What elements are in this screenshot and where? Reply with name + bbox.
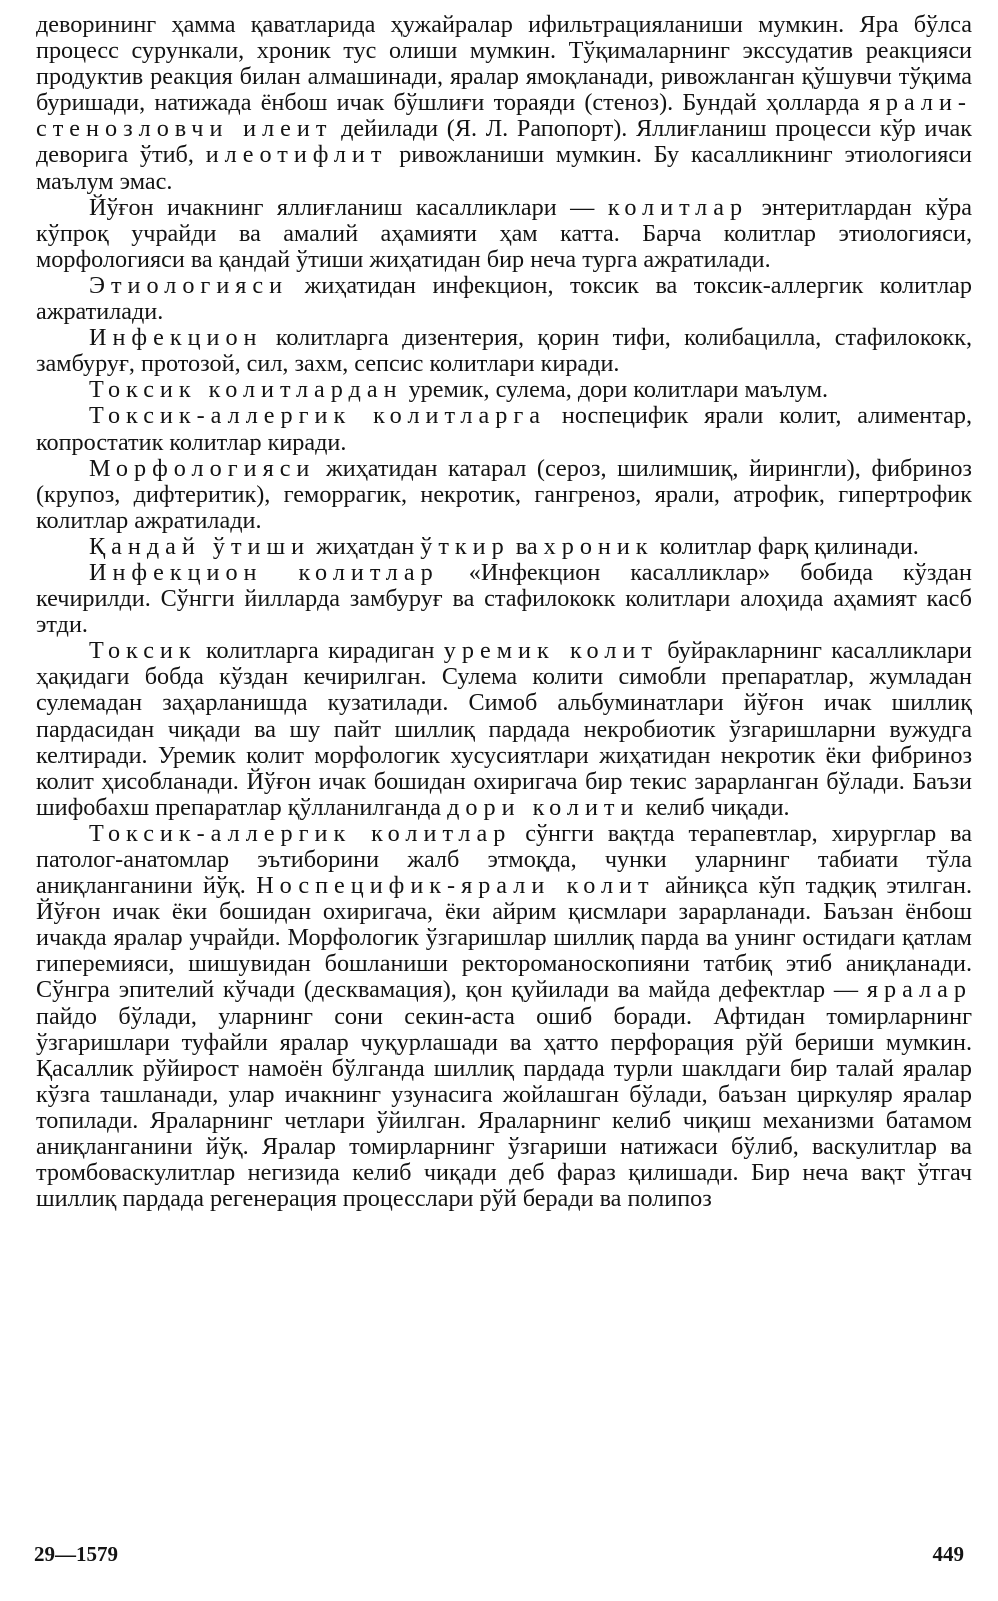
- spaced-term: Инфекцион: [89, 324, 263, 352]
- text-run: колитларга кирадиган: [196, 637, 444, 665]
- paragraph: [36, 821, 972, 1212]
- spaced-term: Токсик колитлардан: [89, 376, 403, 404]
- text-run: деворининг ҳамма қаватларида ҳужайралар ифильтрацияланиши мумкин. Яра бўлса процесс сурункали, хроник тус олиши мумкин. Тўқималарнинг экссудатив реакцияси продуктив реакция билан алмашинади, яралар ямоқланади, ривожланган қўшувчи тўқима буришади, натижада ёнбош ичак бўшлиғи тораяди (стеноз). Бундай ҳолларда: [36, 11, 972, 117]
- text-run: айниқса кўп тадқиқ этилган. Йўғон ичак ёки бошидан охиригача, ёки айрим қисмлари зарарланади. Баъзан ёнбош ичакда яралар учрайди. Морфологик ўзгаришлар шиллиқ парда ва унинг остидаги қатлам гиперемияси, шишувидан бошланиши ректороманоскопияни татбиқ этиб аниқланади. Сўнгра эпителий кўчади (десквамация), қон қуйилади ва майда дефектлар —: [36, 872, 973, 1004]
- spaced-term: Морфологияси: [89, 454, 316, 482]
- spaced-term: Токсик: [89, 637, 197, 665]
- spaced-term: уремик колит: [443, 637, 658, 665]
- spaced-term: Этиологияси: [89, 271, 289, 299]
- printer-signature: 29—1579: [34, 1542, 118, 1566]
- spaced-term: яралар: [866, 976, 972, 1004]
- spaced-term: колитлар: [607, 193, 749, 221]
- text-run: Йўғон ичакнинг яллиғланиш касалликлари —: [89, 193, 608, 221]
- text-run: уремик, сулема, дори колитлари маълум.: [402, 376, 829, 404]
- spaced-term: Қандай ўтиши: [89, 532, 311, 560]
- paragraph: [36, 560, 972, 638]
- spaced-term: дори колити: [447, 793, 640, 821]
- spaced-term: ўткир: [420, 532, 510, 560]
- text-run: жиҳатидан инфекцион, токсик ва токсик-аллергик колитлар ажратилади.: [36, 271, 972, 326]
- paragraph: [36, 456, 972, 534]
- spaced-term: Токсик-аллергик колитларга: [89, 402, 546, 430]
- paragraph: [36, 325, 972, 377]
- paragraph: [36, 12, 972, 195]
- text-run: «Инфекцион касалликлар» бобида кўздан кечирилди. Сўнгги йилларда замбуруғ ва стафилококк колитлари алоҳида аҳамият касб этди.: [36, 558, 972, 639]
- spaced-term: хроник: [543, 532, 654, 560]
- text-run: колитлар фарқ қилинади.: [653, 532, 919, 560]
- spaced-term: илеотифлит: [205, 141, 388, 169]
- text-run: ривожланиши мумкин. Бу касалликнинг этиологияси маълум эмас.: [36, 141, 972, 195]
- paragraph: [36, 377, 972, 403]
- paragraph: [36, 534, 972, 560]
- text-run: ва: [509, 532, 544, 560]
- page-footer: [34, 1542, 964, 1567]
- text-run: колитларга дизентерия, қорин тифи, колибацилла, стафилококк, замбуруғ, протозой, сил, захм, сепсис колитлари киради.: [36, 324, 972, 378]
- body-text: [36, 12, 972, 1212]
- spaced-term: Инфекцион колитлар: [89, 558, 439, 586]
- page-number: 449: [932, 1542, 964, 1566]
- text-run: носпецифик ярали колит, алиментар, копростатик колитлар киради.: [36, 402, 972, 456]
- text-run: буйракларнинг касалликлари ҳақидаги бобда кўздан кечирилган. Сулема колити симобли препаратлар, жумладан сулемадан заҳарланишда кузатилади. Симоб альбуминатлари йўғон ичак шиллиқ пардасидан чиқади ва шу пайт шиллиқ пардада некробиотик ўзгаришларни вужудга келтиради. Уремик колит морфологик хусусиятлари жиҳатидан некротик ёки фибриноз колит ҳисобланади. Йўғон ичак бошидан охиригача бир текис зарарланган бўлади. Баъзи шифобахш препаратлар қўлланилганда: [36, 637, 972, 821]
- paragraph: [36, 638, 972, 821]
- spaced-term: Носпецифик-ярали колит: [256, 872, 655, 900]
- text-run: пайдо бўлади, уларнинг сони секин-аста ошиб боради. Афтидан томирларнинг ўзгаришлари туфайли яралар чуқурлашади ва ҳатто перфорация рўй бериши мумкин. Қасаллик рўйирост намоён бўлганда шиллиқ пардада турли шаклдаги бир талай яралар кўзга ташланади, улар ичакнинг узунасига жойлашган бўлади, баъзан циркуляр яралар топилади. Яраларнинг четлари ўйилган. Яраларнинг келиб чиқиш механизми батамом аниқланганини йўқ. Яралар томирларнинг ўзгариши натижаси бўлиб, васкулитлар ва тромбоваскулитлар негизида келиб чиқади деб фараз қилишади. Бир неча вақт ўтгач шиллиқ пардада регенерация процесслари рўй беради ва полипоз: [36, 1002, 972, 1213]
- paragraph: [36, 403, 972, 455]
- paragraph: [36, 195, 972, 273]
- text-run: жиҳатдан: [310, 532, 421, 560]
- text-run: дейилади (Я. Л. Рапопорт). Яллиғланиш процесси кўр ичак деворига ўтиб,: [36, 115, 972, 169]
- spaced-term: Токсик-аллергик колитлар: [89, 819, 512, 847]
- text-run: келиб чиқади.: [639, 793, 790, 821]
- spaced-term: ярали-стенозловчи илеит: [36, 89, 972, 143]
- text-run: жиҳатидан катарал (сероз, шилимшиқ, йирингли), фибриноз (крупоз, дифтеритик), геморрагик, некротик, гангреноз, ярали, атрофик, гипертрофик колитлар ажратилади.: [36, 454, 972, 534]
- paragraph: [36, 273, 972, 325]
- text-run: энтеритлардан кўра кўпроқ учрайди ва амалий аҳамияти ҳам катта. Барча колитлар этиологияси, морфологияси ва қандай ўтиши жиҳатидан бир неча турга ажратилади.: [36, 193, 972, 273]
- text-run: сўнгги вақтда терапевтлар, хирурглар ва патолог-анатомлар эътиборини жалб этмоқда, чунки уларнинг табиати тўла аниқланганини йўқ.: [36, 819, 972, 900]
